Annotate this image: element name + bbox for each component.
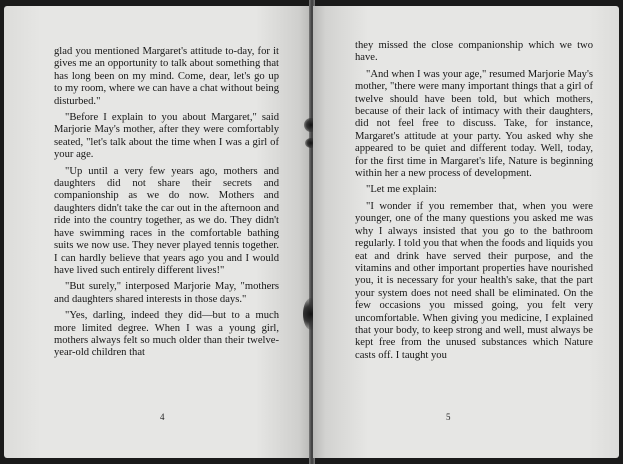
- left-page-text: [54, 46, 279, 364]
- right-page-text: [355, 40, 593, 366]
- paragraph: "Yes, darling, indeed they did—but to a much more limited degree. When I was a young girl, mothers always felt so much older than their twelve-year-old children that: [54, 310, 279, 359]
- page-number: 4: [160, 412, 165, 422]
- page-number: 5: [446, 412, 451, 422]
- paragraph: "Before I explain to you about Margaret," said Marjorie May's mother, after they were comfortably seated, "let's talk about the time when I was a girl of your age.: [54, 112, 279, 161]
- left-page: [4, 6, 311, 458]
- paragraph: "And when I was your age," resumed Marjorie May's mother, "there were many important things that a girl of twelve should have been told, but which mothers, because of their lack of intimacy with their daughters, did not feel free to discuss. Take, for instance, Margaret's attitude at your party. You asked why she appeared to be quiet and different today. Well, today, for the first time in Margaret's life, Nature is beginning within her a new process of development.: [355, 68, 593, 180]
- right-page: [313, 6, 619, 458]
- paragraph: "But surely," interposed Marjorie May, "mothers and daughters shared interests in those days.": [54, 281, 279, 305]
- paragraph: "Let me explain:: [366, 184, 437, 196]
- paragraph: "I wonder if you remember that, when you were younger, one of the many questions you asked me was why I always insisted that you go to the bathroom regularly. I told you that when the foods and liquids you eat and drink have served their purpose, and the vitamins and other important properties have nourished you, it is necessary for your health's sake, that the part your system does not need shall be eliminated. On the few occasions you missed going, you felt very uncomfortable. When giving you medicine, I explained that your body, to keep strong and well, must always be kept free from the unused substances which Nature casts off. I taught you: [355, 200, 593, 361]
- paragraph: they missed the close companionship which we two have.: [355, 40, 593, 64]
- paragraph: glad you mentioned Margaret's attitude to-day, for it gives me an opportunity to talk about something that has long been on my mind. Come, dear, let's go up to my room, where we can have a chat without being disturbed.": [54, 46, 279, 107]
- paragraph: "Up until a very few years ago, mothers and daughters did not share their secrets and companionship as we do now. Mothers and daughters didn't take the car out in the afternoon and ride into the country together, as we do. They didn't have swimming races in the comfortable bathing suits we now use. They never played tennis together. I can hardly believe that years ago you and I would have lived such entirely different lives!": [54, 165, 279, 276]
